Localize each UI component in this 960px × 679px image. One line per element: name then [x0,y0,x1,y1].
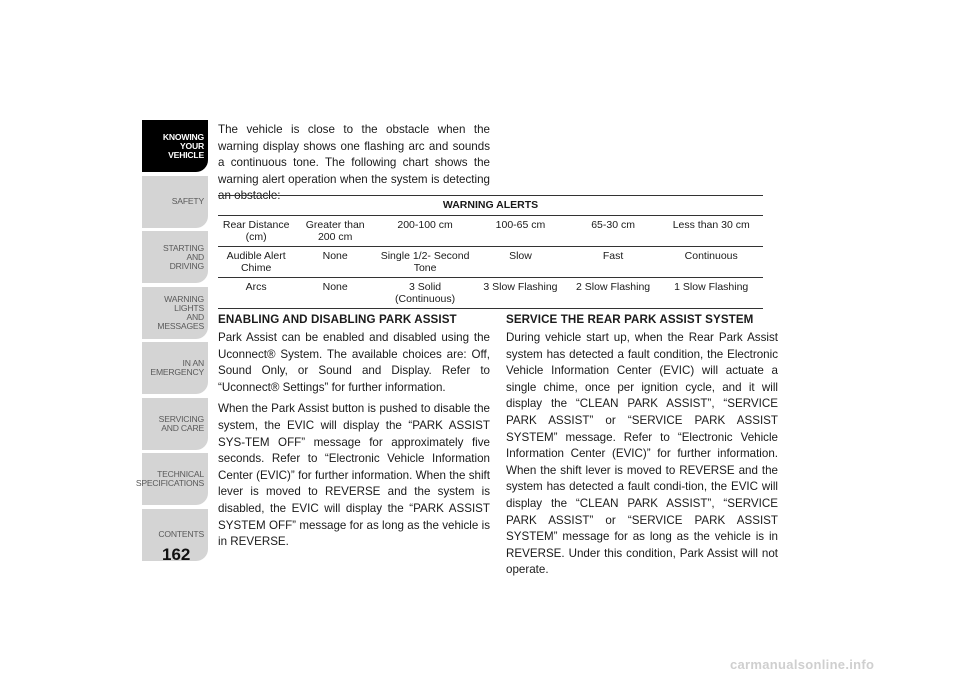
table-row [218,215,763,246]
table-cell: Rear Distance (cm) [218,215,294,246]
table-cell: Arcs [218,277,294,308]
table-cell: 65-30 cm [567,215,660,246]
tab-safety[interactable] [142,176,208,228]
tab-label: SAFETY [171,196,204,206]
table-cell: None [294,277,376,308]
tab-starting-and-driving[interactable] [142,231,208,283]
page-number: 162 [162,545,191,564]
intro-paragraph: The vehicle is close to the obstacle when the warning display shows one flashing arc and sounds a continuous tone. The following chart shows the warning alert operation when the system is detecting an obstacle: [218,123,490,203]
tab-label: WARNING LIGHTS AND MESSAGES [157,293,204,331]
table-cell: Fast [567,246,660,277]
paragraph: Park Assist can be enabled and disabled using the Uconnect® System. The available choices are: Off, Sound Only, or Sound and Display. Refer to “Uconnect® Settings” for further information. [218,331,490,394]
tab-label: CONTENTS [158,529,204,539]
table-title: WARNING ALERTS [218,196,763,216]
tab-label: KNOWING YOUR VEHICLE [162,131,204,160]
table-cell: Audible Alert Chime [218,246,294,277]
warning-alerts-table [218,195,763,309]
table-cell: Less than 30 cm [659,215,763,246]
enabling-park-assist-section [218,313,490,556]
table-row [218,277,763,308]
section-heading: SERVICE THE REAR PARK ASSIST SYSTEM [506,313,754,326]
tab-servicing-and-care[interactable] [142,398,208,450]
tab-label: IN AN EMERGENCY [150,358,204,377]
table-cell: 3 Solid (Continuous) [376,277,474,308]
table-row [218,246,763,277]
watermark: carmanualsonline.info [730,657,875,672]
table-cell: Greater than 200 cm [294,215,376,246]
table-cell: Continuous [659,246,763,277]
tab-knowing-your-vehicle[interactable] [142,120,208,172]
service-park-assist-section [506,313,778,584]
table-cell: 200-100 cm [376,215,474,246]
tab-label: SERVICING AND CARE [158,413,204,433]
tab-label: STARTING AND DRIVING [162,242,204,271]
tab-in-an-emergency[interactable] [142,342,208,394]
tab-warning-lights-and-messages[interactable] [142,287,208,339]
table-cell: Single 1/2- Second Tone [376,246,474,277]
table-cell: Slow [474,246,567,277]
section-tab-nav [135,120,208,564]
section-heading: ENABLING AND DISABLING PARK ASSIST [218,313,457,326]
table-cell: 3 Slow Flashing [474,277,567,308]
table-header-row [218,196,763,216]
table-cell: 1 Slow Flashing [659,277,763,308]
table-cell: None [294,246,376,277]
tab-label: TECHNICAL SPECIFICATIONS [135,469,204,488]
paragraph: During vehicle start up, when the Rear Park Assist system has detected a fault condition, the Electronic Vehicle Information Center (EVIC) will actuate a single chime, once per ignition cycle, and it will display the “CLEAN PARK ASSIST”, “SERVICE PARK ASSIST” or “SERVICE PARK ASSIST SYSTEM” message. Refer to “Electronic Vehicle Information Center (EVIC)” for further information. When the shift lever is moved to REVERSE and the system has detected a fault condi-tion, the EVIC will display the “CLEAN PARK ASSIST”, “SERVICE PARK ASSIST” or “SERVICE PARK ASSIST SYSTEM” message for as long as the vehicle is in REVERSE. Under this condition, Park Assist will not operate. [506,331,778,577]
tab-technical-specifications[interactable] [135,453,208,505]
table-cell: 100-65 cm [474,215,567,246]
table-cell: 2 Slow Flashing [567,277,660,308]
paragraph: When the Park Assist button is pushed to disable the system, the EVIC will display the “PARK ASSIST SYS-TEM OFF” message for approximately five seconds. Refer to “Electronic Vehicle Information Center (EVIC)” for further information. When the shift lever is moved to REVERSE and the system is disabled, the EVIC will display the “PARK ASSIST SYSTEM OFF” message for as long as the vehicle is in REVERSE. [218,402,490,549]
